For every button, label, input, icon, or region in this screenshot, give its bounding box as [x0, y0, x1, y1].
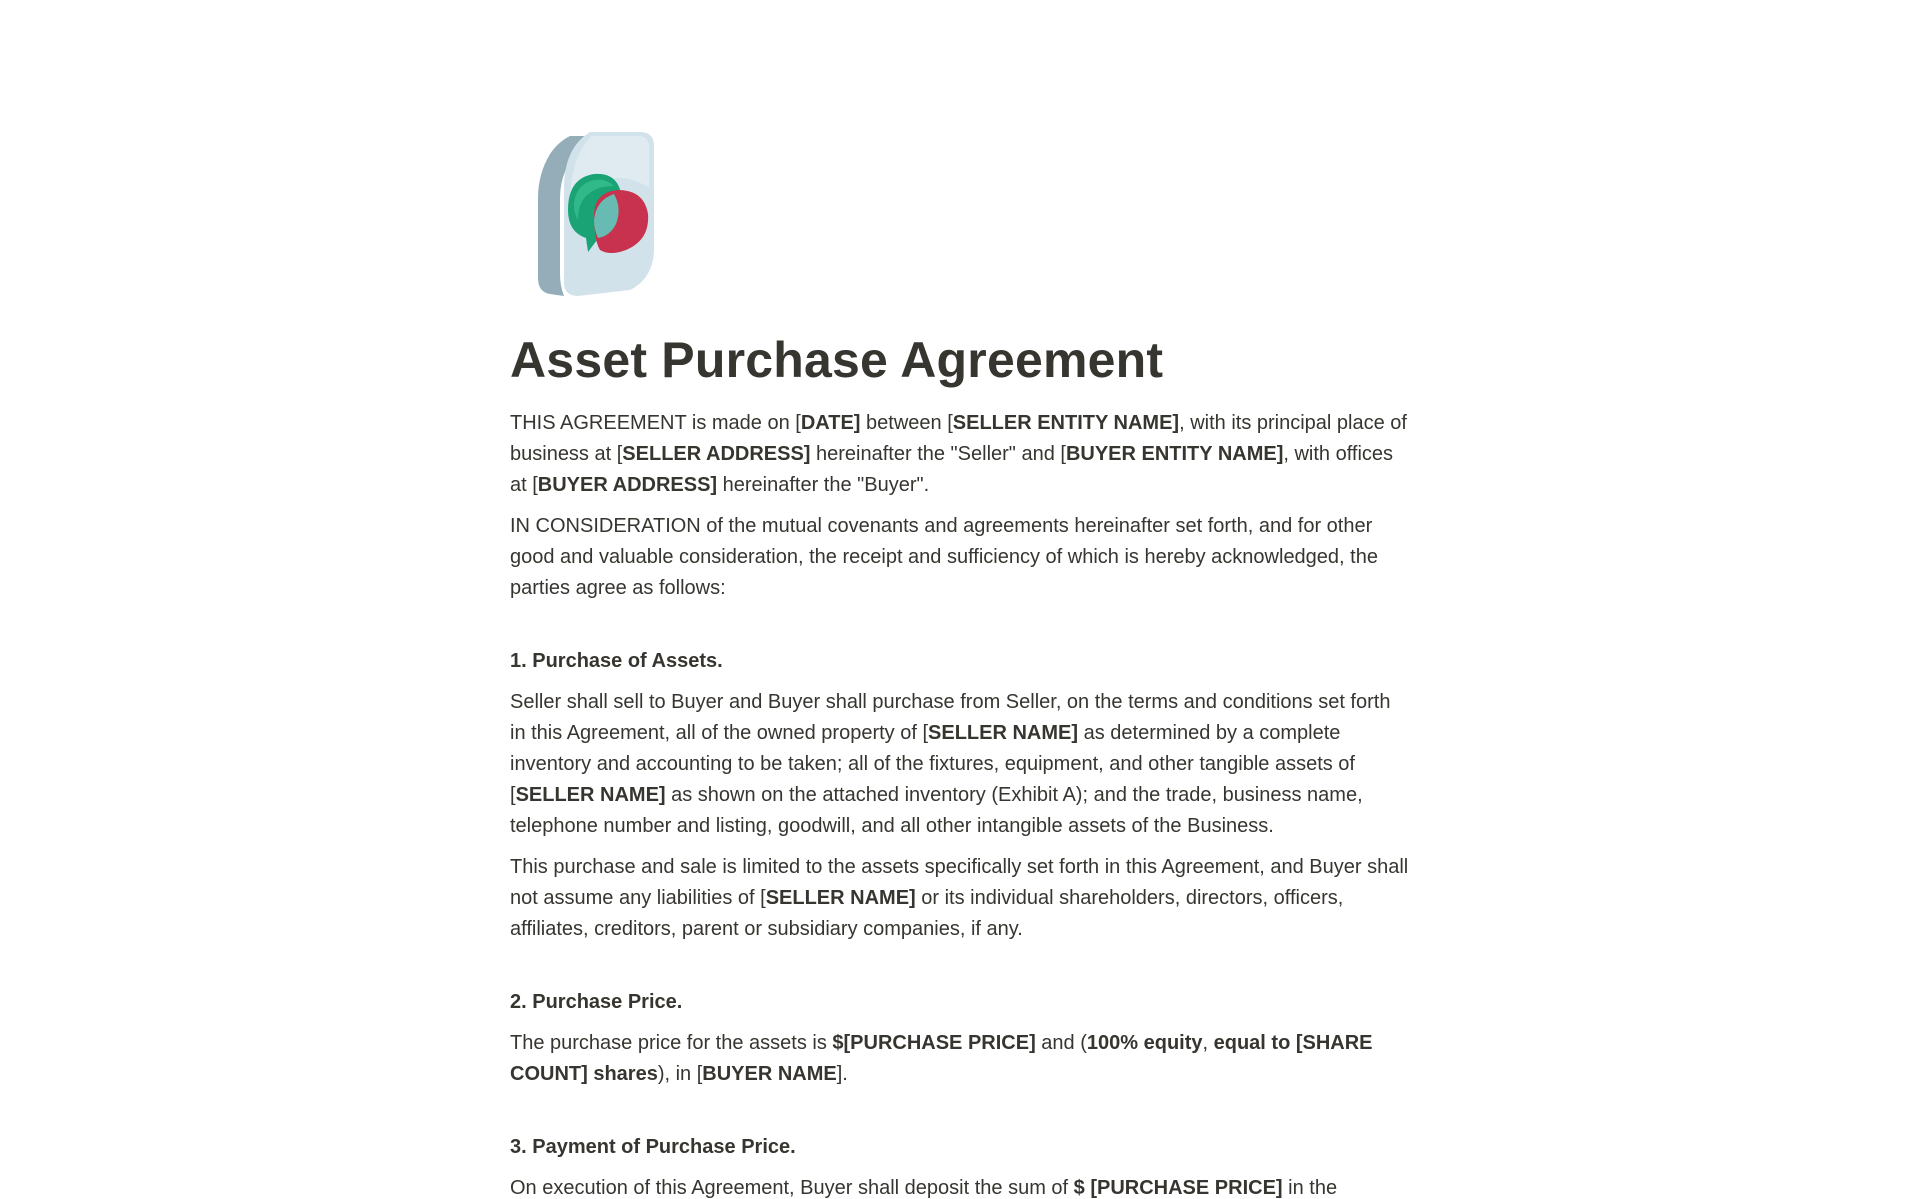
- intro-paragraph-1[interactable]: [510, 408, 1410, 501]
- text-run: The purchase price for the assets is: [510, 1032, 833, 1054]
- text-run: , with offices at [: [510, 443, 1394, 496]
- bold-run: SELLER ADDRESS]: [622, 443, 811, 465]
- text-run: hereinafter the "Seller" and [: [810, 443, 1066, 465]
- bold-run: SELLER ENTITY NAME]: [952, 412, 1180, 434]
- text-run: ].: [836, 1063, 848, 1085]
- text-run: IN CONSIDERATION of the mutual covenants and agreements hereinafter set forth, and for other good and valuable consideration, the receipt and sufficiency of which is hereby acknowledged, the parties agree as follows:: [510, 515, 1378, 599]
- bold-run: SELLER NAME]: [515, 784, 666, 806]
- bold-run: DATE]: [800, 412, 861, 434]
- bold-run: BUYER ADDRESS]: [537, 474, 718, 496]
- chat-bubbles-icon[interactable]: [530, 128, 660, 298]
- section-1-paragraph-2[interactable]: [510, 852, 1410, 945]
- bold-run: BUYER ENTITY NAME]: [1065, 443, 1284, 465]
- text-run: THIS AGREEMENT is made on [: [510, 412, 801, 434]
- bold-run: SELLER NAME]: [765, 887, 916, 909]
- bold-run: equal to [SHARE COUNT] shares: [510, 1032, 1373, 1085]
- text-run: between [: [860, 412, 953, 434]
- bold-run: $ [PURCHASE PRICE]: [1073, 1177, 1283, 1199]
- bold-run: 100% equity: [1086, 1032, 1203, 1054]
- section-heading-payment-of-purchase-price[interactable]: 3. Payment of Purchase Price.: [510, 1136, 796, 1158]
- bold-run: BUYER NAME: [702, 1063, 837, 1085]
- section-heading-purchase-of-assets[interactable]: 1. Purchase of Assets.: [510, 650, 723, 672]
- text-run: ,: [1202, 1032, 1214, 1054]
- page-title[interactable]: Asset Purchase Agreement: [510, 332, 1164, 388]
- section-3-paragraph-1[interactable]: [510, 1173, 1410, 1199]
- text-run: and (: [1035, 1032, 1087, 1054]
- text-run: Seller shall sell to Buyer and Buyer shall purchase from Seller, on the terms and conditions set forth in this Agreement, all of the owned property of [: [510, 691, 1391, 744]
- text-run: ), in [: [657, 1063, 703, 1085]
- text-run: as determined by a complete inventory and accounting to be taken; all of the fixtures, equipment, and other tangible assets of [: [510, 722, 1355, 806]
- text-run: hereinafter the "Buyer".: [717, 474, 930, 496]
- section-heading-purchase-price[interactable]: 2. Purchase Price.: [510, 991, 683, 1013]
- section-2-paragraph-1[interactable]: [510, 1028, 1410, 1090]
- text-run: or its individual shareholders, directors, officers, affiliates, creditors, parent or subsidiary companies, if any.: [510, 887, 1344, 940]
- text-run: as shown on the attached inventory (Exhibit A); and the trade, business name, telephone number and listing, goodwill, and all other intangible assets of the Business.: [510, 784, 1363, 837]
- bold-run: $[PURCHASE PRICE]: [832, 1032, 1036, 1054]
- text-run: On execution of this Agreement, Buyer shall deposit the sum of: [510, 1177, 1074, 1199]
- bold-run: SELLER NAME]: [928, 722, 1079, 744]
- document: [510, 128, 1410, 1199]
- section-1-paragraph-1[interactable]: [510, 687, 1410, 842]
- text-run: This purchase and sale is limited to the assets specifically set forth in this Agreement, and Buyer shall not assume any liabilities of [: [510, 856, 1409, 909]
- text-run: in the: [1282, 1177, 1338, 1199]
- text-run: , with its principal place of business at [: [510, 412, 1407, 465]
- intro-paragraph-2[interactable]: [510, 511, 1410, 604]
